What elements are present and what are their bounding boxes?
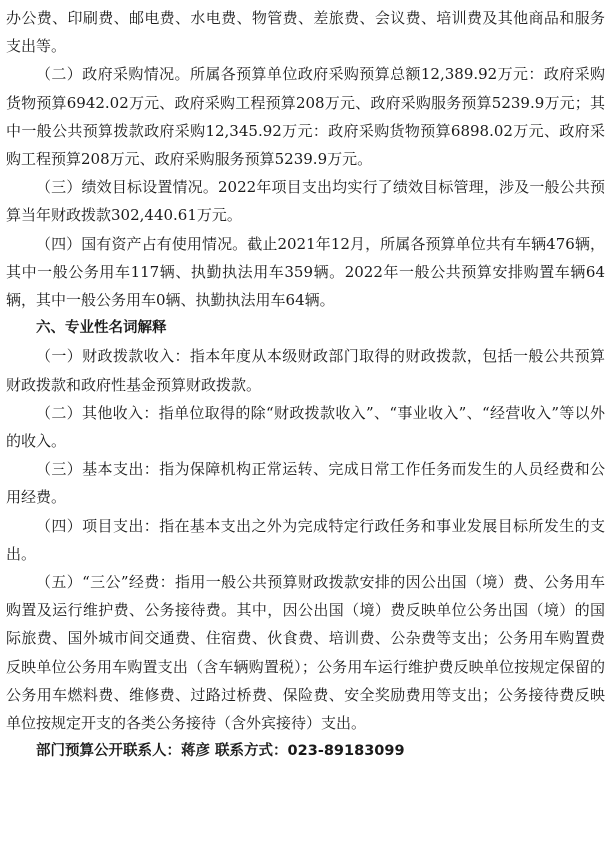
paragraph-performance-targets: （三）绩效目标设置情况。2022年项目支出均实行了绩效目标管理，涉及一般公共预算当年财政拨款302,440.61万元。 — [6, 178, 605, 225]
definition-fiscal-appropriation-income: （一）财政拨款收入：指本年度从本级财政部门取得的财政拨款，包括一般公共预算财政拨款和政府性基金预算财政拨款。 — [6, 347, 605, 394]
definition-three-public-expenses: （五）“三公”经费：指用一般公共预算财政拨款安排的因公出国（境）费、公务用车购置及运行维护费、公务接待费。其中，因公出国（境）费反映单位公务出国（境）的国际旅费、国外城市间交通费、住宿费、伙食费、培训费、公杂费等支出；公务用车购置费反映单位公务用车购置支出（含车辆购置税）；公务用车运行维护费反映单位按规定保留的公务用车燃料费、维修费、过路过桥费、保险费、安全奖励费用等支出；公务接待费反映单位按规定开支的各类公务接待（含外宾接待）支出。 — [6, 573, 605, 733]
section-heading-terms: 六、专业性名词解释 — [36, 320, 167, 337]
paragraph-continuation: 办公费、印刷费、邮电费、水电费、物管费、差旅费、会议费、培训费及其他商品和服务支出等。 — [6, 9, 605, 56]
contact-line: 部门预算公开联系人：蒋彦 联系方式：023-89183099 — [36, 743, 405, 760]
paragraph-state-assets: （四）国有资产占有使用情况。截止2021年12月，所属各预算单位共有车辆476辆，其中一般公务用车117辆、执勤执法用车359辆。2022年一般公共预算安排购置车辆64辆，其中一般公务用车0辆、执勤执法用车64辆。 — [6, 234, 605, 310]
definition-other-income: （二）其他收入：指单位取得的除“财政拨款收入”、“事业收入”、“经营收入”等以外的收入。 — [6, 403, 605, 451]
paragraph-government-procurement: （二）政府采购情况。所属各预算单位政府采购预算总额12,389.92万元：政府采购货物预算6942.02万元、政府采购工程预算208万元、政府采购服务预算5239.9万元；其中一般公共预算拨款政府采购12,345.92万元：政府采购货物预算6898.02万元、政府采购工程预算208万元、政府采购服务预算5239.9万元。 — [6, 65, 605, 169]
definition-project-expenditure: （四）项目支出：指在基本支出之外为完成特定行政任务和事业发展目标所发生的支出。 — [6, 516, 605, 563]
definition-basic-expenditure: （三）基本支出：指为保障机构正常运转、完成日常工作任务而发生的人员经费和公用经费。 — [6, 460, 605, 507]
